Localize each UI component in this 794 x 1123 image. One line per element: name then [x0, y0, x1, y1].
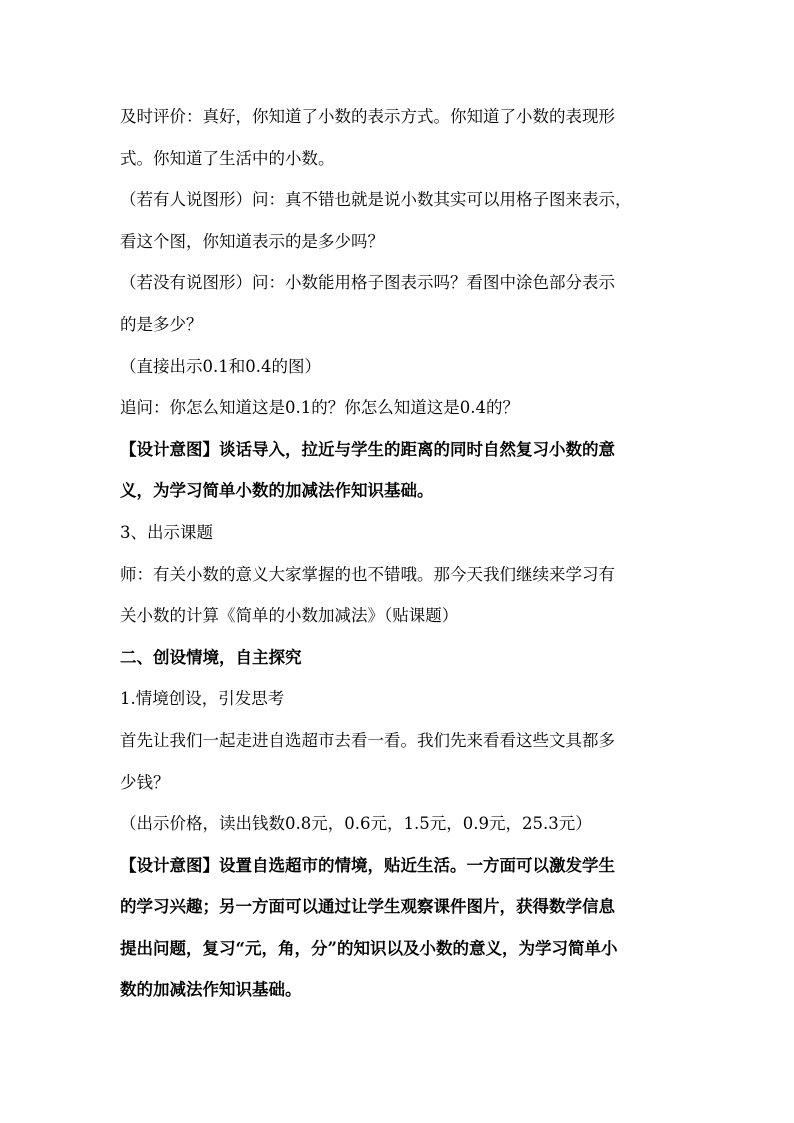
text-line: （出示价格，读出钱数0.8元，0.6元，1.5元，0.9元，25.3元） [120, 814, 592, 834]
bold-text-line: 二、创设情境，自主探究 [120, 647, 302, 667]
document-body [120, 96, 680, 1011]
text-line: 1.情境创设，引发思考 [120, 689, 285, 709]
bold-text-line: 提出问题，复习“元，角，分”的知识以及小数的意义，为学习简单小 [120, 938, 618, 958]
bold-text-line: 【设计意图】谈话导入，拉近与学生的距离的同时自然复习小数的意 [120, 439, 615, 459]
text-line: （若有人说图形）问：真不错也就是说小数其实可以用格子图来表示， [120, 190, 632, 210]
bold-text-line: 的学习兴趣；另一方面可以通过让学生观察课件图片，获得数学信息 [120, 897, 615, 917]
text-line: 追问：你怎么知道这是0.1的？你怎么知道这是0.4的？ [120, 398, 519, 418]
text-line: （直接出示0.1和0.4的图） [120, 356, 321, 376]
text-line: 及时评价：真好，你知道了小数的表示方式。你知道了小数的表现形 [120, 107, 615, 126]
text-line: （若没有说图形）问：小数能用格子图表示吗？看图中涂色部分表示 [120, 273, 615, 293]
text-line: 少钱？ [120, 772, 170, 792]
text-line: 首先让我们一起走进自选超市去看一看。我们先来看看这些文具都多 [120, 730, 615, 750]
text-line: 3、出示课题 [120, 522, 213, 542]
text-line: 式。你知道了生活中的小数。 [120, 148, 335, 168]
bold-text-line: 数的加减法作知识基础。 [120, 980, 302, 1000]
bold-text-line: 义，为学习简单小数的加减法作知识基础。 [120, 481, 434, 501]
text-line: 的是多少？ [120, 314, 203, 334]
bold-text-line: 【设计意图】设置自选超市的情境，贴近生活。一方面可以激发学生 [120, 855, 615, 875]
text-line: 师：有关小数的意义大家掌握的也不错哦。那今天我们继续来学习有 [120, 564, 615, 584]
text-line: 关小数的计算《简单的小数加减法》（贴课题） [120, 606, 459, 626]
text-line: 看这个图，你知道表示的是多少吗？ [120, 231, 384, 251]
